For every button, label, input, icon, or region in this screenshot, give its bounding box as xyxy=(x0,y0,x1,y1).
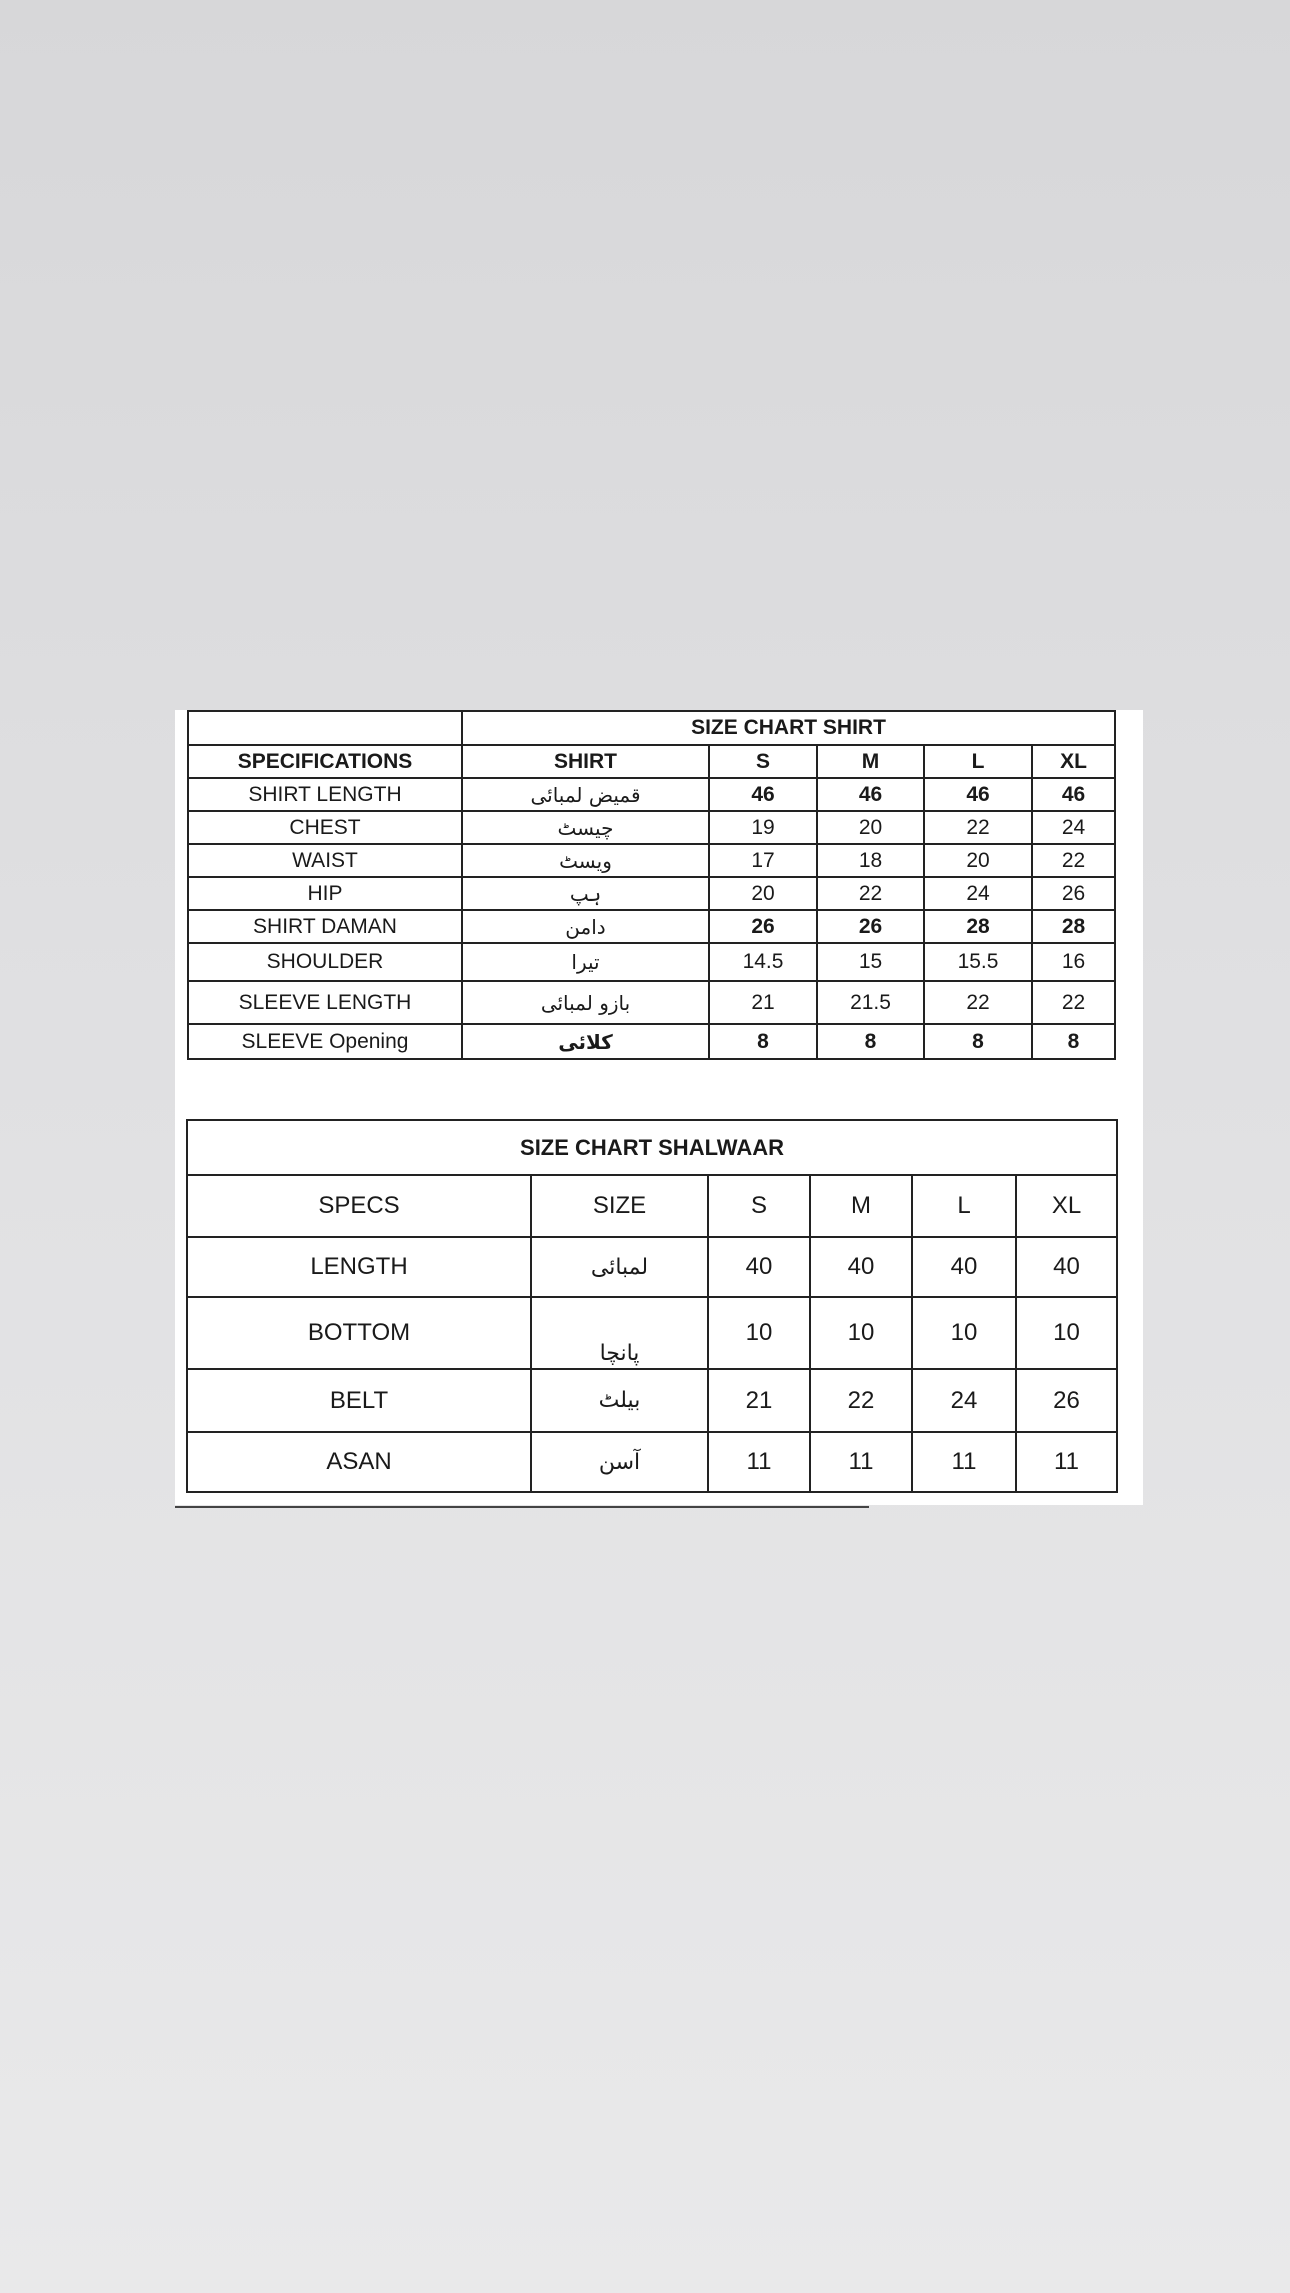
shirt-size-table xyxy=(187,710,1116,1060)
size-m-value: 22 xyxy=(810,1369,912,1432)
size-chart-sheet xyxy=(175,710,1143,1505)
header-cell: S xyxy=(708,1175,810,1237)
urdu-label: قمیض لمبائی xyxy=(462,778,709,811)
urdu-label: آسن xyxy=(531,1432,708,1492)
divider xyxy=(175,1506,869,1508)
size-s-value: 10 xyxy=(708,1297,810,1369)
table-row xyxy=(188,910,1115,943)
table-row xyxy=(188,1024,1115,1059)
spec-label: SHIRT DAMAN xyxy=(188,910,462,943)
size-l-value: 40 xyxy=(912,1237,1016,1297)
size-m-value: 10 xyxy=(810,1297,912,1369)
size-l-value: 28 xyxy=(924,910,1032,943)
header-cell: SPECS xyxy=(187,1175,531,1237)
size-xl-value: 10 xyxy=(1016,1297,1117,1369)
header-cell: XL xyxy=(1016,1175,1117,1237)
size-m-value: 40 xyxy=(810,1237,912,1297)
size-m-value: 8 xyxy=(817,1024,924,1059)
spec-label: CHEST xyxy=(188,811,462,844)
spec-label: HIP xyxy=(188,877,462,910)
size-s-value: 40 xyxy=(708,1237,810,1297)
size-m-value: 11 xyxy=(810,1432,912,1492)
shalwaar-size-table xyxy=(186,1119,1118,1493)
size-s-value: 8 xyxy=(709,1024,817,1059)
size-m-value: 15 xyxy=(817,943,924,981)
shirt-title-row xyxy=(188,711,1115,745)
spec-label: SLEEVE LENGTH xyxy=(188,981,462,1024)
urdu-label: تیرا xyxy=(462,943,709,981)
size-m-value: 18 xyxy=(817,844,924,877)
urdu-label: پانچا xyxy=(531,1297,708,1369)
size-xl-value: 40 xyxy=(1016,1237,1117,1297)
size-s-value: 21 xyxy=(709,981,817,1024)
shalwaar-table-title: SIZE CHART SHALWAAR xyxy=(187,1120,1117,1175)
size-s-value: 17 xyxy=(709,844,817,877)
urdu-label: ہپ xyxy=(462,877,709,910)
size-l-value: 20 xyxy=(924,844,1032,877)
header-cell: L xyxy=(912,1175,1016,1237)
size-s-value: 11 xyxy=(708,1432,810,1492)
size-s-value: 14.5 xyxy=(709,943,817,981)
shalwaar-title-row xyxy=(187,1120,1117,1175)
size-m-value: 20 xyxy=(817,811,924,844)
spec-label: BELT xyxy=(187,1369,531,1432)
size-l-value: 24 xyxy=(912,1369,1016,1432)
urdu-label: دامن xyxy=(462,910,709,943)
size-xl-value: 8 xyxy=(1032,1024,1115,1059)
size-xl-value: 22 xyxy=(1032,981,1115,1024)
size-l-value: 15.5 xyxy=(924,943,1032,981)
table-row xyxy=(188,877,1115,910)
spec-label: BOTTOM xyxy=(187,1297,531,1369)
size-m-value: 26 xyxy=(817,910,924,943)
size-xl-value: 11 xyxy=(1016,1432,1117,1492)
size-s-value: 46 xyxy=(709,778,817,811)
table-row xyxy=(187,1369,1117,1432)
size-s-value: 26 xyxy=(709,910,817,943)
table-row xyxy=(188,811,1115,844)
spec-label: WAIST xyxy=(188,844,462,877)
header-cell: M xyxy=(817,745,924,778)
size-xl-value: 16 xyxy=(1032,943,1115,981)
header-cell: M xyxy=(810,1175,912,1237)
urdu-label: کلائی xyxy=(462,1024,709,1059)
size-xl-value: 28 xyxy=(1032,910,1115,943)
header-cell: SHIRT xyxy=(462,745,709,778)
spec-label: SHOULDER xyxy=(188,943,462,981)
urdu-label: چیسٹ xyxy=(462,811,709,844)
urdu-label: بازو لمبائی xyxy=(462,981,709,1024)
size-m-value: 46 xyxy=(817,778,924,811)
size-xl-value: 26 xyxy=(1032,877,1115,910)
table-row xyxy=(187,1432,1117,1492)
table-row xyxy=(188,844,1115,877)
table-row xyxy=(188,778,1115,811)
spec-label: ASAN xyxy=(187,1432,531,1492)
table-row xyxy=(187,1297,1117,1369)
header-cell: S xyxy=(709,745,817,778)
table-row xyxy=(188,981,1115,1024)
table-row xyxy=(188,943,1115,981)
size-l-value: 8 xyxy=(924,1024,1032,1059)
spec-label: LENGTH xyxy=(187,1237,531,1297)
size-m-value: 22 xyxy=(817,877,924,910)
urdu-label: لمبائی xyxy=(531,1237,708,1297)
spec-label: SLEEVE Opening xyxy=(188,1024,462,1059)
urdu-label: بیلٹ xyxy=(531,1369,708,1432)
size-xl-value: 26 xyxy=(1016,1369,1117,1432)
spec-label: SHIRT LENGTH xyxy=(188,778,462,811)
size-xl-value: 24 xyxy=(1032,811,1115,844)
size-l-value: 10 xyxy=(912,1297,1016,1369)
header-cell: L xyxy=(924,745,1032,778)
size-l-value: 24 xyxy=(924,877,1032,910)
size-l-value: 46 xyxy=(924,778,1032,811)
size-s-value: 21 xyxy=(708,1369,810,1432)
size-m-value: 21.5 xyxy=(817,981,924,1024)
blank-cell xyxy=(188,711,462,745)
size-l-value: 11 xyxy=(912,1432,1016,1492)
table-row xyxy=(187,1237,1117,1297)
header-cell: SPECIFICATIONS xyxy=(188,745,462,778)
header-cell: XL xyxy=(1032,745,1115,778)
size-xl-value: 22 xyxy=(1032,844,1115,877)
shalwaar-header-row xyxy=(187,1175,1117,1237)
shirt-table-title: SIZE CHART SHIRT xyxy=(462,711,1115,745)
shirt-header-row xyxy=(188,745,1115,778)
urdu-label: ویسٹ xyxy=(462,844,709,877)
size-l-value: 22 xyxy=(924,811,1032,844)
header-cell: SIZE xyxy=(531,1175,708,1237)
size-s-value: 20 xyxy=(709,877,817,910)
size-l-value: 22 xyxy=(924,981,1032,1024)
size-s-value: 19 xyxy=(709,811,817,844)
size-xl-value: 46 xyxy=(1032,778,1115,811)
